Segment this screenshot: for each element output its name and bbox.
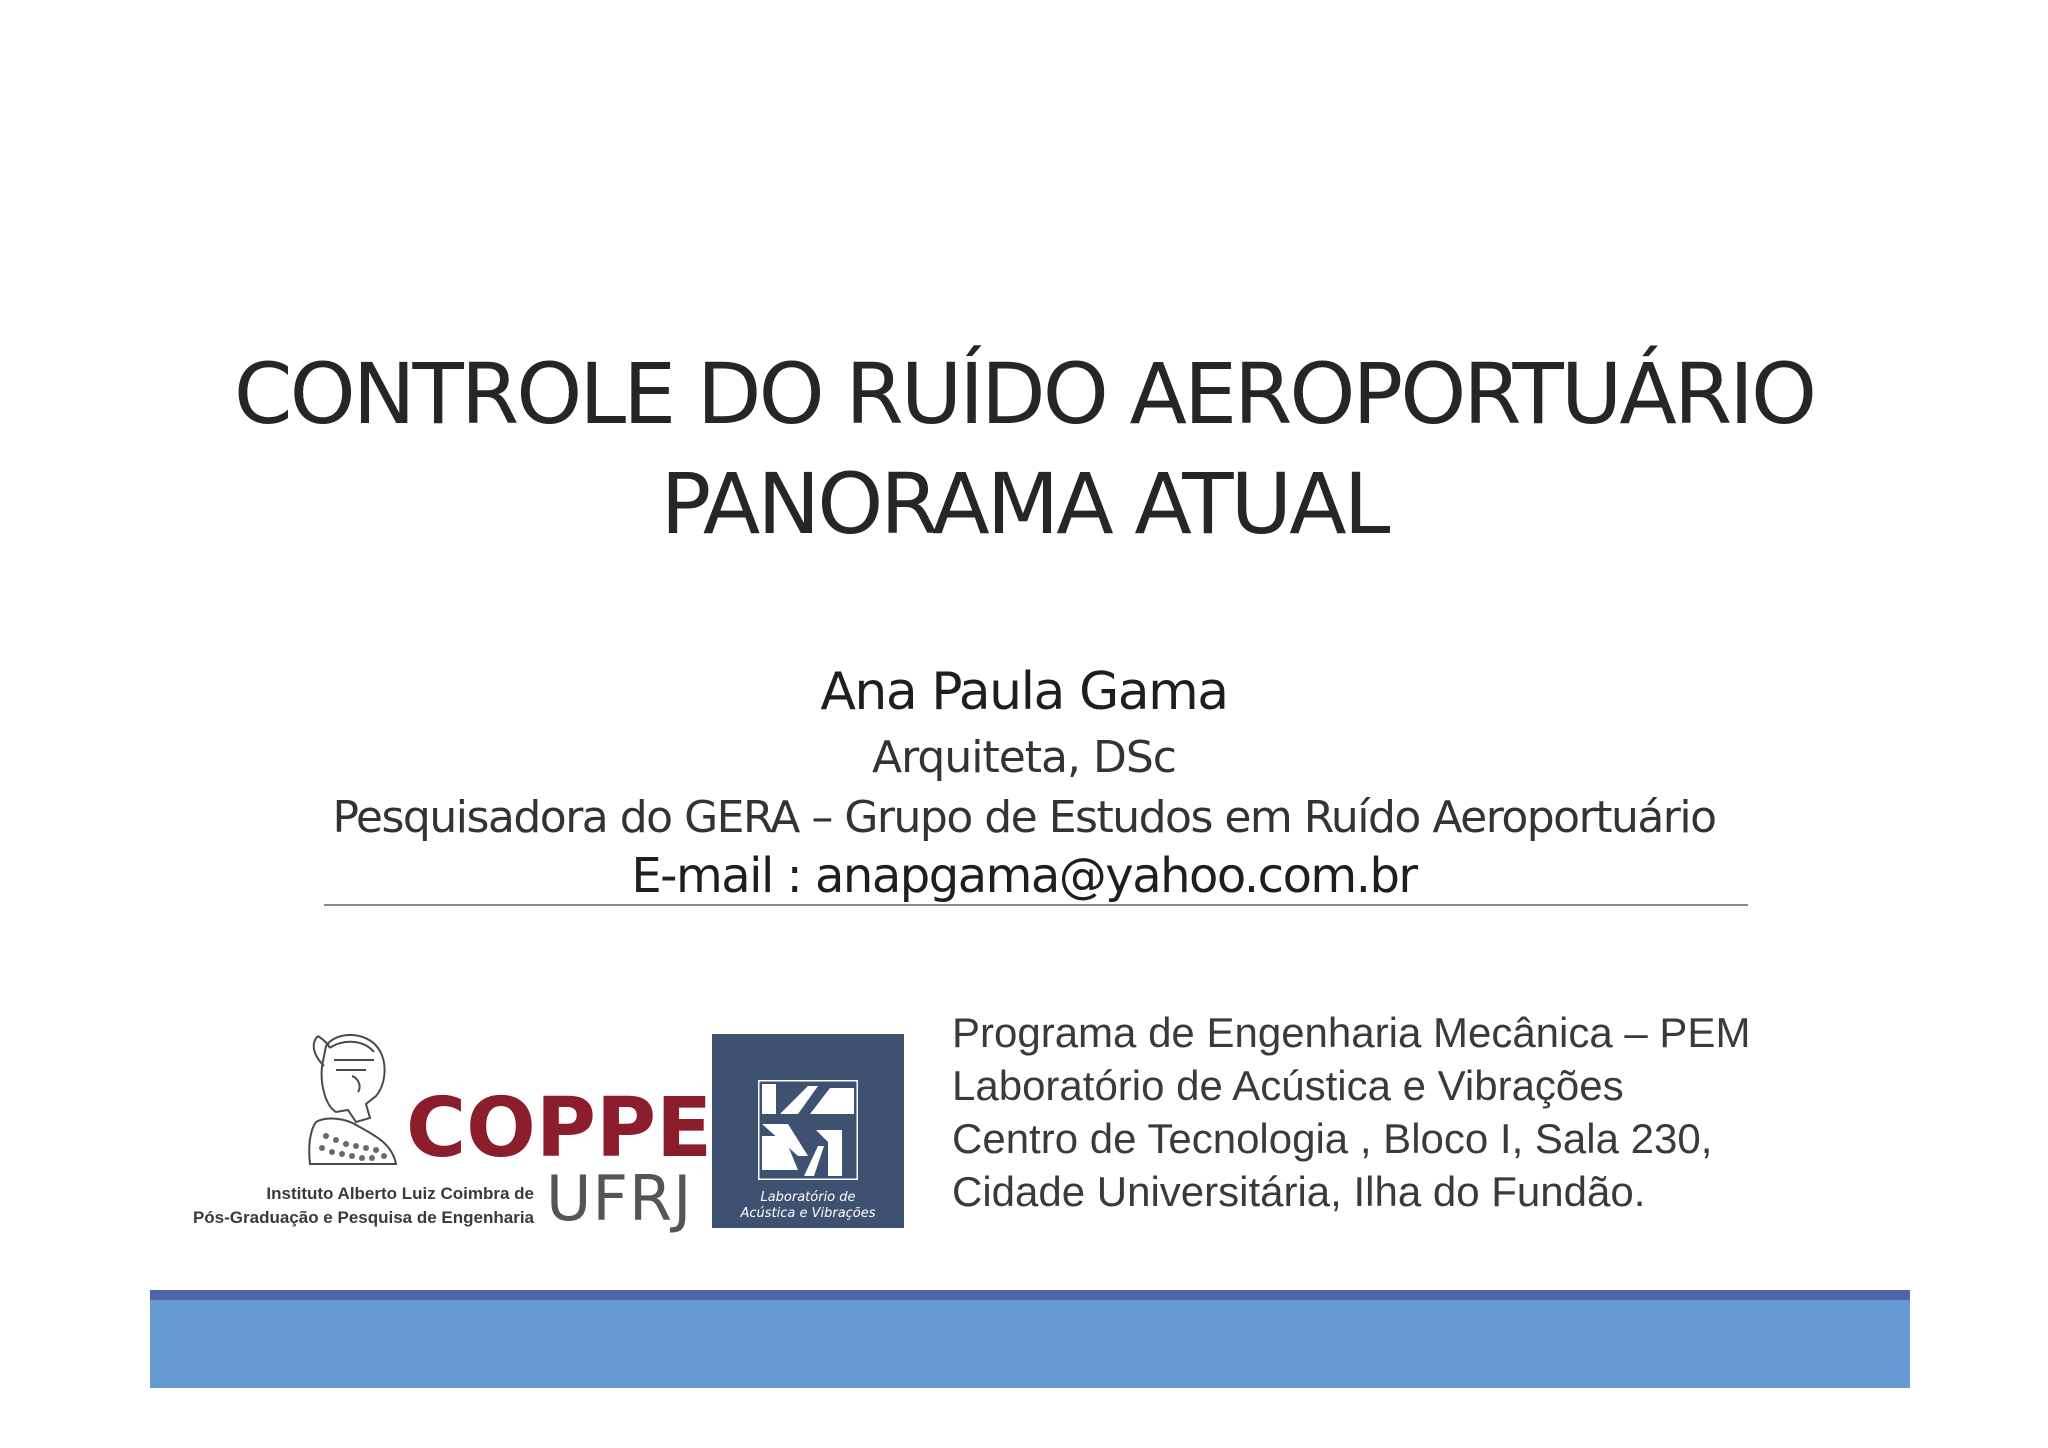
program-line4: Cidade Universitária, Ilha do Fundão.: [952, 1168, 1646, 1215]
institute-name-line2: Pós-Graduação e Pesquisa de Engenharia: [192, 1208, 534, 1227]
lav-caption-line2: Acústica e Vibrações: [740, 1206, 876, 1221]
institute-name-line1: Instituto Alberto Luiz Coimbra de: [266, 1184, 534, 1203]
program-line3: Centro de Tecnologia , Bloco I, Sala 230,: [952, 1115, 1713, 1162]
author-role: Arquiteta, DSc: [872, 732, 1176, 783]
author-email: E-mail : anapgama@yahoo.com.br: [631, 848, 1417, 904]
program-line2: Laboratório de Acústica e Vibrações: [952, 1062, 1624, 1109]
coppe-wordmark: COPPE: [406, 1081, 713, 1176]
ufrj-wordmark: UFRJ: [546, 1162, 693, 1235]
author-affiliation: Pesquisadora do GERA – Grupo de Estudos em Ruído Aeroportuário: [332, 792, 1716, 843]
slide-title-line2: PANORAMA ATUAL: [660, 455, 1388, 553]
author-name: Ana Paula Gama: [820, 662, 1228, 722]
footer-stripe: [150, 1290, 1910, 1300]
slide-title-line1: CONTROLE DO RUÍDO AEROPORTUÁRIO: [233, 345, 1815, 443]
divider-line: [324, 904, 1748, 906]
lav-caption-line1: Laboratório de: [760, 1190, 856, 1205]
footer-band: [150, 1300, 1910, 1388]
lav-logo: [712, 1034, 904, 1228]
program-line1: Programa de Engenharia Mecânica – PEM: [952, 1009, 1751, 1056]
lav-emblem-icon: [758, 1080, 858, 1180]
minerva-emblem-icon: [296, 1026, 408, 1176]
